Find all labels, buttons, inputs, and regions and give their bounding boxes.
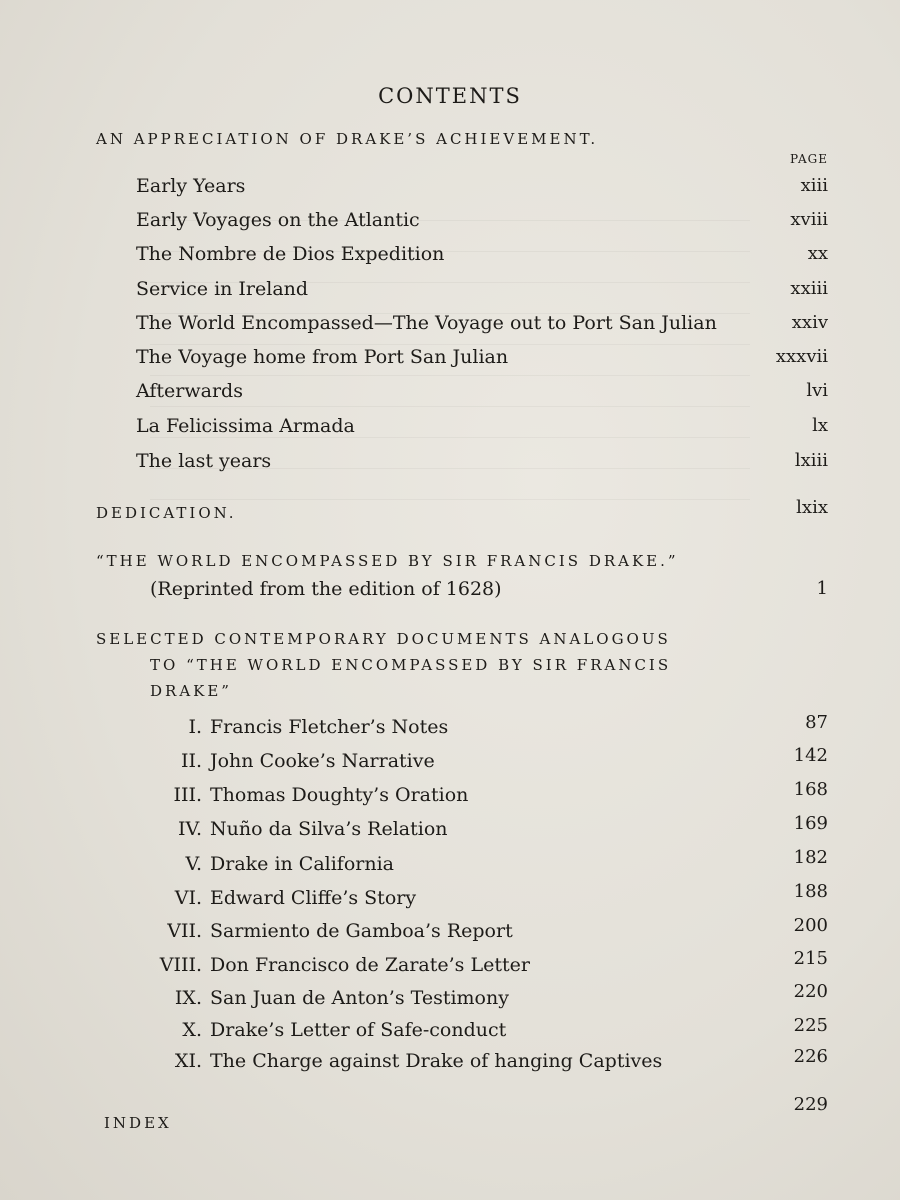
document-number: VI. (174, 887, 202, 909)
toc-entry-page: xxiv (791, 312, 828, 333)
document-number: XI. (174, 1050, 202, 1072)
documents-heading-line3: DRAKE” (150, 682, 232, 700)
document-label: Drake’s Letter of Safe-conduct (210, 1019, 507, 1041)
document-label: John Cooke’s Narrative (210, 750, 435, 772)
toc-entry-page: lvi (806, 380, 828, 401)
documents-heading-line2: TO “THE WORLD ENCOMPASSED BY SIR FRANCIS (150, 656, 672, 674)
toc-entry-label: Service in Ireland (136, 278, 309, 300)
world-encompassed-subtitle: (Reprinted from the edition of 1628) (150, 578, 502, 600)
dedication-label: DEDICATION. (96, 504, 237, 522)
document-label: Drake in California (210, 853, 395, 875)
toc-entry-label: Early Years (136, 175, 246, 197)
toc-entry-page: xxxvii (775, 346, 828, 367)
document-number: II. (180, 750, 202, 772)
document-label: Sarmiento de Gamboa’s Report (210, 920, 513, 942)
document-label: Thomas Doughty’s Oration (210, 784, 469, 806)
appreciation-heading: AN APPRECIATION OF DRAKE’S ACHIEVEMENT. (96, 130, 599, 148)
world-encompassed-page: 1 (816, 578, 828, 599)
toc-entry-page: xiii (800, 175, 828, 196)
document-label: Don Francisco de Zarate’s Letter (210, 954, 530, 976)
world-encompassed-heading: “THE WORLD ENCOMPASSED BY SIR FRANCIS DRAKE.” (96, 552, 679, 570)
page-title: CONTENTS (378, 84, 522, 108)
document-number: V. (185, 853, 202, 875)
document-page: 226 (793, 1046, 828, 1067)
document-page: 169 (793, 813, 828, 834)
document-number: III. (173, 784, 202, 806)
document-page: 188 (793, 881, 828, 902)
toc-entry-label: La Felicissima Armada (136, 415, 355, 437)
dedication-page: lxix (796, 497, 828, 518)
document-page: 200 (793, 915, 828, 936)
document-label: Francis Fletcher’s Notes (210, 716, 449, 738)
document-page: 215 (793, 948, 828, 969)
toc-entry-label: Afterwards (136, 380, 243, 402)
toc-entry-page: lxiii (794, 450, 828, 471)
toc-entry-page: xviii (790, 209, 828, 230)
document-number: IV. (178, 818, 202, 840)
toc-entry-label: Early Voyages on the Atlantic (136, 209, 420, 231)
document-page: 87 (805, 712, 828, 733)
document-number: VII. (167, 920, 202, 942)
toc-entry-label: The World Encompassed—The Voyage out to Port San Julian (136, 312, 717, 334)
toc-entry-page: xx (807, 243, 828, 264)
document-page: 182 (793, 847, 828, 868)
index-page: 229 (793, 1094, 828, 1115)
page-column-heading: PAGE (790, 152, 828, 166)
document-number: I. (188, 716, 202, 738)
toc-entry-label: The Voyage home from Port San Julian (136, 346, 509, 368)
document-page: 225 (793, 1015, 828, 1036)
document-number: IX. (174, 987, 202, 1009)
toc-entry-label: The last years (136, 450, 272, 472)
index-label: INDEX (104, 1114, 172, 1132)
documents-heading-line1: SELECTED CONTEMPORARY DOCUMENTS ANALOGOUS (96, 630, 671, 648)
toc-entry-page: xxiii (790, 278, 828, 299)
document-number: VIII. (159, 954, 202, 976)
document-page: 168 (793, 779, 828, 800)
document-page: 220 (793, 981, 828, 1002)
document-label: Nuño da Silva’s Relation (210, 818, 448, 840)
toc-entry-label: The Nombre de Dios Expedition (136, 243, 445, 265)
document-label: Edward Cliffe’s Story (210, 887, 417, 909)
document-number: X. (182, 1019, 202, 1041)
toc-entry-page: lx (812, 415, 828, 436)
document-label: The Charge against Drake of hanging Captives (210, 1050, 663, 1072)
document-page: 142 (793, 745, 828, 766)
document-label: San Juan de Anton’s Testimony (210, 987, 509, 1009)
